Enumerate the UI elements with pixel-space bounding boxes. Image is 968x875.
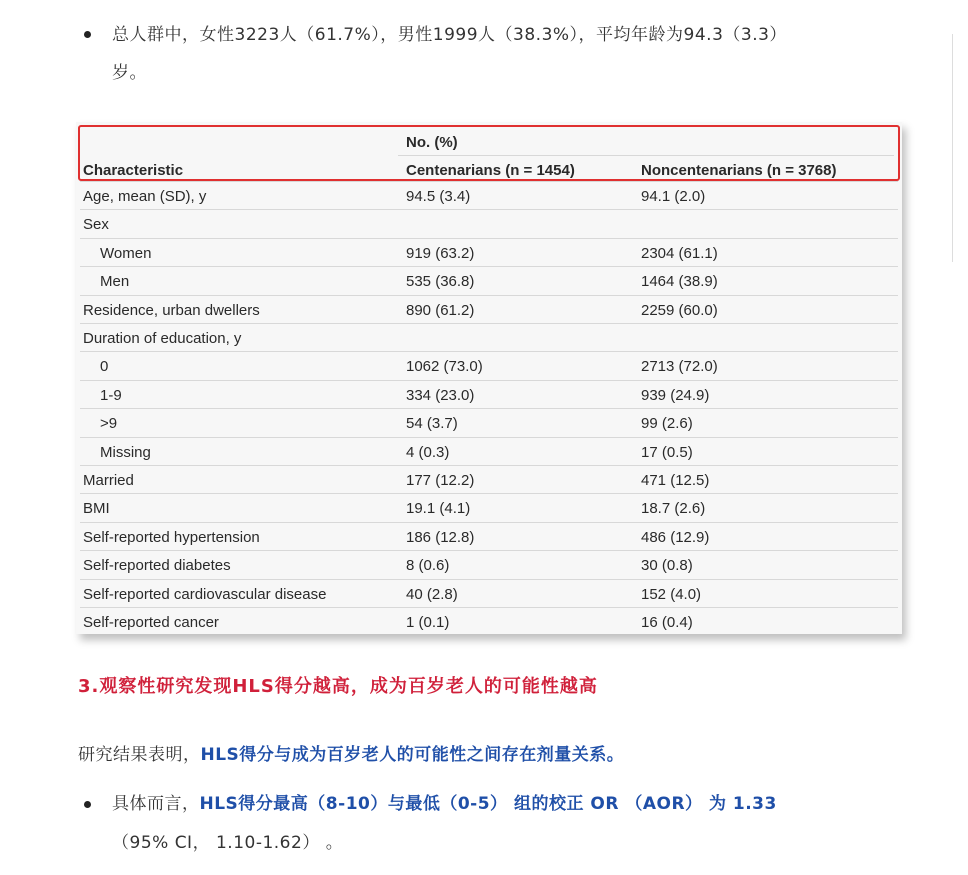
row-divider	[80, 579, 898, 580]
row-noncentenarians-value: 486 (12.9)	[641, 528, 710, 546]
row-noncentenarians-value: 2259 (60.0)	[641, 301, 718, 319]
row-centenarians-value: 94.5 (3.4)	[406, 188, 471, 205]
row-divider	[80, 607, 898, 608]
row-noncentenarians-value: 18.7 (2.6)	[641, 500, 706, 518]
row-divider	[80, 209, 898, 210]
bullet-text-line2: 岁。	[112, 63, 147, 83]
row-noncentenarians-value: 30 (0.8)	[641, 557, 693, 575]
row-centenarians-value: 535 (36.8)	[406, 273, 475, 291]
row-centenarians-value: 919 (63.2)	[406, 244, 475, 262]
row-divider	[80, 522, 898, 523]
group-header: No. (%)	[406, 134, 458, 151]
row-label: Married	[83, 472, 134, 489]
row-divider	[80, 465, 898, 466]
row-noncentenarians-value: 2304 (61.1)	[641, 244, 718, 262]
row-noncentenarians-value: 2713 (72.0)	[641, 358, 718, 376]
result-paragraph	[78, 740, 624, 765]
col-header-characteristic: Characteristic	[83, 162, 184, 179]
section-title: 3.观察性研究发现HLS得分越高，成为百岁老人的可能性越高	[78, 676, 598, 697]
row-centenarians-value: 186 (12.8)	[406, 528, 475, 546]
row-noncentenarians-value: 16 (0.4)	[641, 614, 693, 631]
row-label: Duration of education, y	[83, 330, 242, 347]
row-noncentenarians-value: 1464 (38.9)	[641, 273, 718, 291]
row-centenarians-value: 177 (12.2)	[406, 472, 475, 489]
row-noncentenarians-value: 939 (24.9)	[641, 386, 710, 404]
row-centenarians-value: 54 (3.7)	[406, 415, 458, 433]
row-label: Self-reported cancer	[83, 614, 219, 631]
row-divider	[80, 408, 898, 409]
row-divider	[80, 266, 898, 267]
row-divider	[80, 238, 898, 239]
row-centenarians-value: 4 (0.3)	[406, 443, 450, 461]
paragraph-prefix: 研究结果表明，	[78, 745, 201, 765]
bullet-text-line1: 总人群中，女性3223人（61.7%），男性1999人（38.3%），平均年龄为94.3（3.3）	[112, 25, 787, 45]
row-divider	[80, 437, 898, 438]
bullet-dot	[84, 31, 91, 38]
row-label: Women	[100, 244, 152, 262]
row-divider	[80, 380, 898, 381]
row-centenarians-value: 1 (0.1)	[406, 614, 450, 631]
row-label: Age, mean (SD), y	[83, 188, 207, 205]
row-divider	[80, 351, 898, 352]
row-noncentenarians-value: 17 (0.5)	[641, 443, 693, 461]
row-centenarians-value: 1062 (73.0)	[406, 358, 483, 376]
row-noncentenarians-value: 471 (12.5)	[641, 472, 710, 489]
row-label: Men	[100, 273, 130, 291]
row-label: 1-9	[100, 386, 122, 404]
result-bullet-line2: （95% CI， 1.10-1.62） 。	[112, 833, 344, 853]
row-noncentenarians-value: 99 (2.6)	[641, 415, 693, 433]
row-label: 0	[100, 358, 109, 376]
col-header-noncentenarians: Noncentenarians (n = 3768)	[641, 162, 837, 179]
side-panel-edge	[952, 34, 968, 262]
row-noncentenarians-value: 152 (4.0)	[641, 585, 702, 603]
row-centenarians-value: 890 (61.2)	[406, 301, 475, 319]
row-divider	[80, 181, 898, 182]
row-centenarians-value: 334 (23.0)	[406, 386, 475, 404]
row-divider	[80, 295, 898, 296]
characteristics-table	[76, 122, 902, 634]
row-label: Residence, urban dwellers	[83, 301, 260, 319]
result-bullet-line1	[112, 785, 932, 823]
row-divider	[80, 550, 898, 551]
bullet-prefix: 具体而言，	[112, 794, 200, 814]
row-label: Missing	[100, 443, 151, 461]
row-label: Self-reported cardiovascular disease	[83, 585, 327, 603]
row-label: Sex	[83, 216, 109, 234]
row-centenarians-value: 8 (0.6)	[406, 557, 450, 575]
row-label: BMI	[83, 500, 110, 518]
bullet-bold: HLS得分最高（8-10）与最低（0-5） 组的校正 OR （AOR） 为 1.33	[199, 794, 777, 814]
row-label: Self-reported hypertension	[83, 528, 260, 546]
row-noncentenarians-value: 94.1 (2.0)	[641, 188, 706, 205]
group-header-rule	[398, 155, 894, 156]
row-centenarians-value: 19.1 (4.1)	[406, 500, 471, 518]
row-centenarians-value: 40 (2.8)	[406, 585, 458, 603]
col-header-centenarians: Centenarians (n = 1454)	[406, 162, 575, 179]
row-label: >9	[100, 415, 118, 433]
bullet-dot	[84, 801, 91, 808]
row-label: Self-reported diabetes	[83, 557, 231, 575]
row-divider	[80, 493, 898, 494]
row-divider	[80, 323, 898, 324]
paragraph-bold: HLS得分与成为百岁老人的可能性之间存在剂量关系。	[200, 745, 625, 765]
